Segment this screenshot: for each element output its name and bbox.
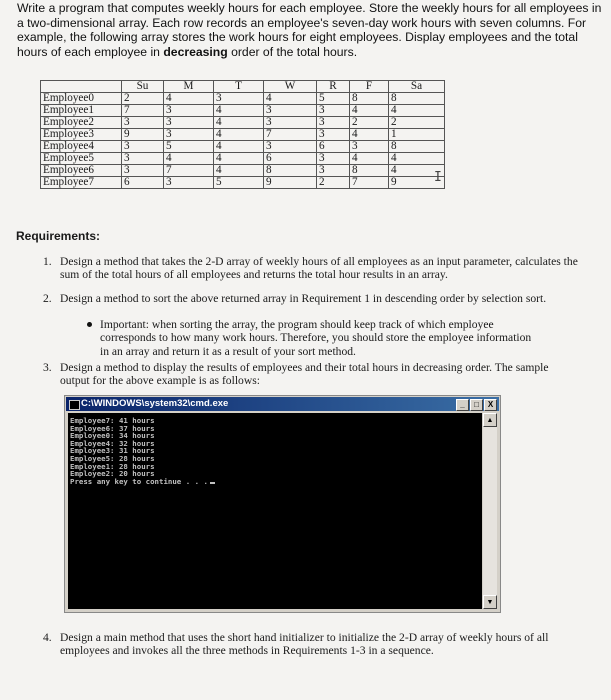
hours-cell: 3 bbox=[164, 129, 214, 141]
intro-emphasis: decreasing bbox=[163, 44, 228, 59]
hours-cell: 4 bbox=[389, 153, 445, 165]
hours-cell: 7 bbox=[164, 165, 214, 177]
hours-cell: 7 bbox=[350, 177, 389, 189]
hours-cell: 8 bbox=[389, 93, 445, 105]
table-row bbox=[41, 129, 445, 141]
hours-cell: 8 bbox=[350, 93, 389, 105]
requirement-number: 2. bbox=[43, 292, 52, 305]
hours-cell: 8 bbox=[389, 141, 445, 153]
hours-cell: 4 bbox=[389, 165, 445, 177]
hours-cell: 5 bbox=[164, 141, 214, 153]
console-window bbox=[64, 395, 501, 613]
header-cell: T bbox=[214, 81, 264, 93]
hours-cell: 3 bbox=[164, 177, 214, 189]
employee-name-cell: Employee5 bbox=[41, 153, 122, 165]
table-row bbox=[41, 105, 445, 117]
hours-cell: 4 bbox=[214, 153, 264, 165]
hours-cell: 4 bbox=[214, 165, 264, 177]
employee-name-cell: Employee2 bbox=[41, 117, 122, 129]
hours-cell: 4 bbox=[164, 153, 214, 165]
scroll-up-icon[interactable]: ▲ bbox=[483, 413, 497, 427]
hours-cell: 4 bbox=[264, 93, 317, 105]
text-cursor-icon: I bbox=[434, 170, 442, 185]
employee-name-cell: Employee6 bbox=[41, 165, 122, 177]
employee-name-cell: Employee4 bbox=[41, 141, 122, 153]
console-caret-icon bbox=[210, 482, 215, 484]
requirements-title: Requirements: bbox=[16, 229, 101, 243]
minimize-button[interactable]: _ bbox=[456, 399, 469, 411]
requirement-text: Design a main method that uses the short hand initializer to initialize the 2-D array of weekly hours of all employees and invokes all the three methods in Requirements 1-3 in a sequence. bbox=[60, 631, 549, 658]
hours-cell: 9 bbox=[264, 177, 317, 189]
hours-cell: 4 bbox=[350, 153, 389, 165]
employee-name-cell: Employee0 bbox=[41, 93, 122, 105]
hours-cell: 2 bbox=[317, 177, 350, 189]
hours-cell: 3 bbox=[317, 165, 350, 177]
console-prompt bbox=[70, 478, 215, 486]
hours-cell: 3 bbox=[317, 105, 350, 117]
table-row bbox=[41, 177, 445, 189]
console-line: Employee4: 32 hours bbox=[70, 438, 155, 448]
hours-cell: 4 bbox=[389, 105, 445, 117]
hours-cell: 3 bbox=[264, 105, 317, 117]
hours-cell: 3 bbox=[317, 117, 350, 129]
hours-cell: 4 bbox=[350, 129, 389, 141]
hours-cell: 3 bbox=[317, 129, 350, 141]
hours-cell: 3 bbox=[122, 165, 164, 177]
hours-cell: 3 bbox=[164, 105, 214, 117]
console-line: Employee7: 41 hours bbox=[70, 416, 155, 425]
requirement-1 bbox=[43, 255, 585, 282]
requirement-2 bbox=[43, 292, 590, 305]
table-row bbox=[41, 141, 445, 153]
requirement-number: 3. bbox=[43, 361, 52, 374]
hours-cell: 3 bbox=[122, 117, 164, 129]
header-cell: Su bbox=[122, 81, 164, 93]
requirement-4 bbox=[43, 631, 580, 658]
hours-cell: 3 bbox=[164, 117, 214, 129]
hours-cell: 2 bbox=[350, 117, 389, 129]
hours-cell: 4 bbox=[214, 117, 264, 129]
hours-cell: 3 bbox=[264, 117, 317, 129]
requirement-text: Design a method to sort the above returned array in Requirement 1 in descending order by selection sort. bbox=[60, 292, 547, 305]
header-cell: Sa bbox=[389, 81, 445, 93]
header-cell: M bbox=[164, 81, 214, 93]
hours-cell: 5 bbox=[214, 177, 264, 189]
header-cell: F bbox=[350, 81, 389, 93]
header-cell bbox=[41, 81, 122, 93]
requirement-number: 4. bbox=[43, 631, 52, 644]
hours-cell: 6 bbox=[122, 177, 164, 189]
problem-statement bbox=[17, 1, 602, 59]
console-title: C:\WINDOWS\system32\cmd.exe bbox=[81, 398, 229, 409]
hours-cell: 1 bbox=[389, 129, 445, 141]
hours-cell: 2 bbox=[122, 93, 164, 105]
hours-cell: 6 bbox=[264, 153, 317, 165]
hours-cell: 2 bbox=[389, 117, 445, 129]
maximize-button[interactable]: □ bbox=[470, 399, 483, 411]
hours-cell: 6 bbox=[317, 141, 350, 153]
hours-cell: 3 bbox=[317, 153, 350, 165]
requirement-text: Design a method to display the results of employees and their total hours in decreasing order. The sample output for the above example is as follows: bbox=[60, 361, 549, 388]
hours-cell: 7 bbox=[264, 129, 317, 141]
note-text: Important: when sorting the array, the program should keep track of which employee corresponds to how many work hours. Therefore, you should store the employee information in an array and return it as a result of your sort method. bbox=[100, 318, 532, 358]
console-screen[interactable] bbox=[68, 413, 482, 609]
requirement-2-note bbox=[100, 318, 540, 358]
hours-cell: 4 bbox=[214, 129, 264, 141]
employee-name-cell: Employee3 bbox=[41, 129, 122, 141]
header-cell: W bbox=[264, 81, 317, 93]
console-line: Employee0: 34 hours bbox=[70, 431, 155, 441]
console-line: Employee2: 20 hours bbox=[70, 469, 155, 479]
work-hours-table bbox=[40, 80, 445, 189]
hours-cell: 3 bbox=[264, 141, 317, 153]
intro-text: Write a program that computes weekly hours for each employee. Store the weekly hours for all employees in a two-dimensional array. Each row records an employee's seven-day work hours with seven columns. For example, the following array stores the work hours for eight employees. Display employees and the total hours of each employee in bbox=[17, 1, 602, 59]
table-row bbox=[41, 93, 445, 105]
console-titlebar[interactable] bbox=[66, 397, 499, 411]
hours-cell: 4 bbox=[214, 141, 264, 153]
close-button[interactable]: X bbox=[484, 399, 497, 411]
console-prompt-text: Press any key to continue . . . bbox=[70, 476, 208, 486]
hours-cell: 8 bbox=[264, 165, 317, 177]
console-line: Employee3: 31 hours bbox=[70, 446, 155, 456]
hours-cell: 3 bbox=[214, 93, 264, 105]
console-line: Employee6: 37 hours bbox=[70, 423, 155, 433]
console-output bbox=[70, 417, 215, 485]
scroll-down-icon[interactable]: ▼ bbox=[483, 595, 497, 609]
intro-tail: order of the total hours. bbox=[227, 44, 358, 59]
hours-cell: 4 bbox=[164, 93, 214, 105]
table-row bbox=[41, 153, 445, 165]
hours-cell: 3 bbox=[350, 141, 389, 153]
hours-cell: 8 bbox=[350, 165, 389, 177]
hours-cell: 9 bbox=[389, 177, 445, 189]
table-row bbox=[41, 117, 445, 129]
hours-cell: 3 bbox=[122, 153, 164, 165]
bullet-icon bbox=[87, 322, 92, 327]
hours-cell: 3 bbox=[122, 141, 164, 153]
requirement-text: Design a method that takes the 2-D array of weekly hours of all employees as an input parameter, calculates the sum of the total hours of all employees and returns the total hour results in an array. bbox=[60, 255, 578, 282]
employee-name-cell: Employee1 bbox=[41, 105, 122, 117]
hours-cell: 4 bbox=[214, 105, 264, 117]
console-line: Employee5: 28 hours bbox=[70, 453, 155, 463]
table-row bbox=[41, 165, 445, 177]
hours-cell: 7 bbox=[122, 105, 164, 117]
console-scrollbar[interactable] bbox=[483, 413, 497, 609]
console-line: Employee1: 28 hours bbox=[70, 461, 155, 471]
table-header-row bbox=[41, 81, 445, 93]
requirement-3 bbox=[43, 361, 575, 388]
requirement-number: 1. bbox=[43, 255, 52, 268]
hours-cell: 9 bbox=[122, 129, 164, 141]
hours-cell: 4 bbox=[350, 105, 389, 117]
console-app-icon bbox=[69, 400, 80, 410]
employee-name-cell: Employee7 bbox=[41, 177, 122, 189]
header-cell: R bbox=[317, 81, 350, 93]
hours-cell: 5 bbox=[317, 93, 350, 105]
